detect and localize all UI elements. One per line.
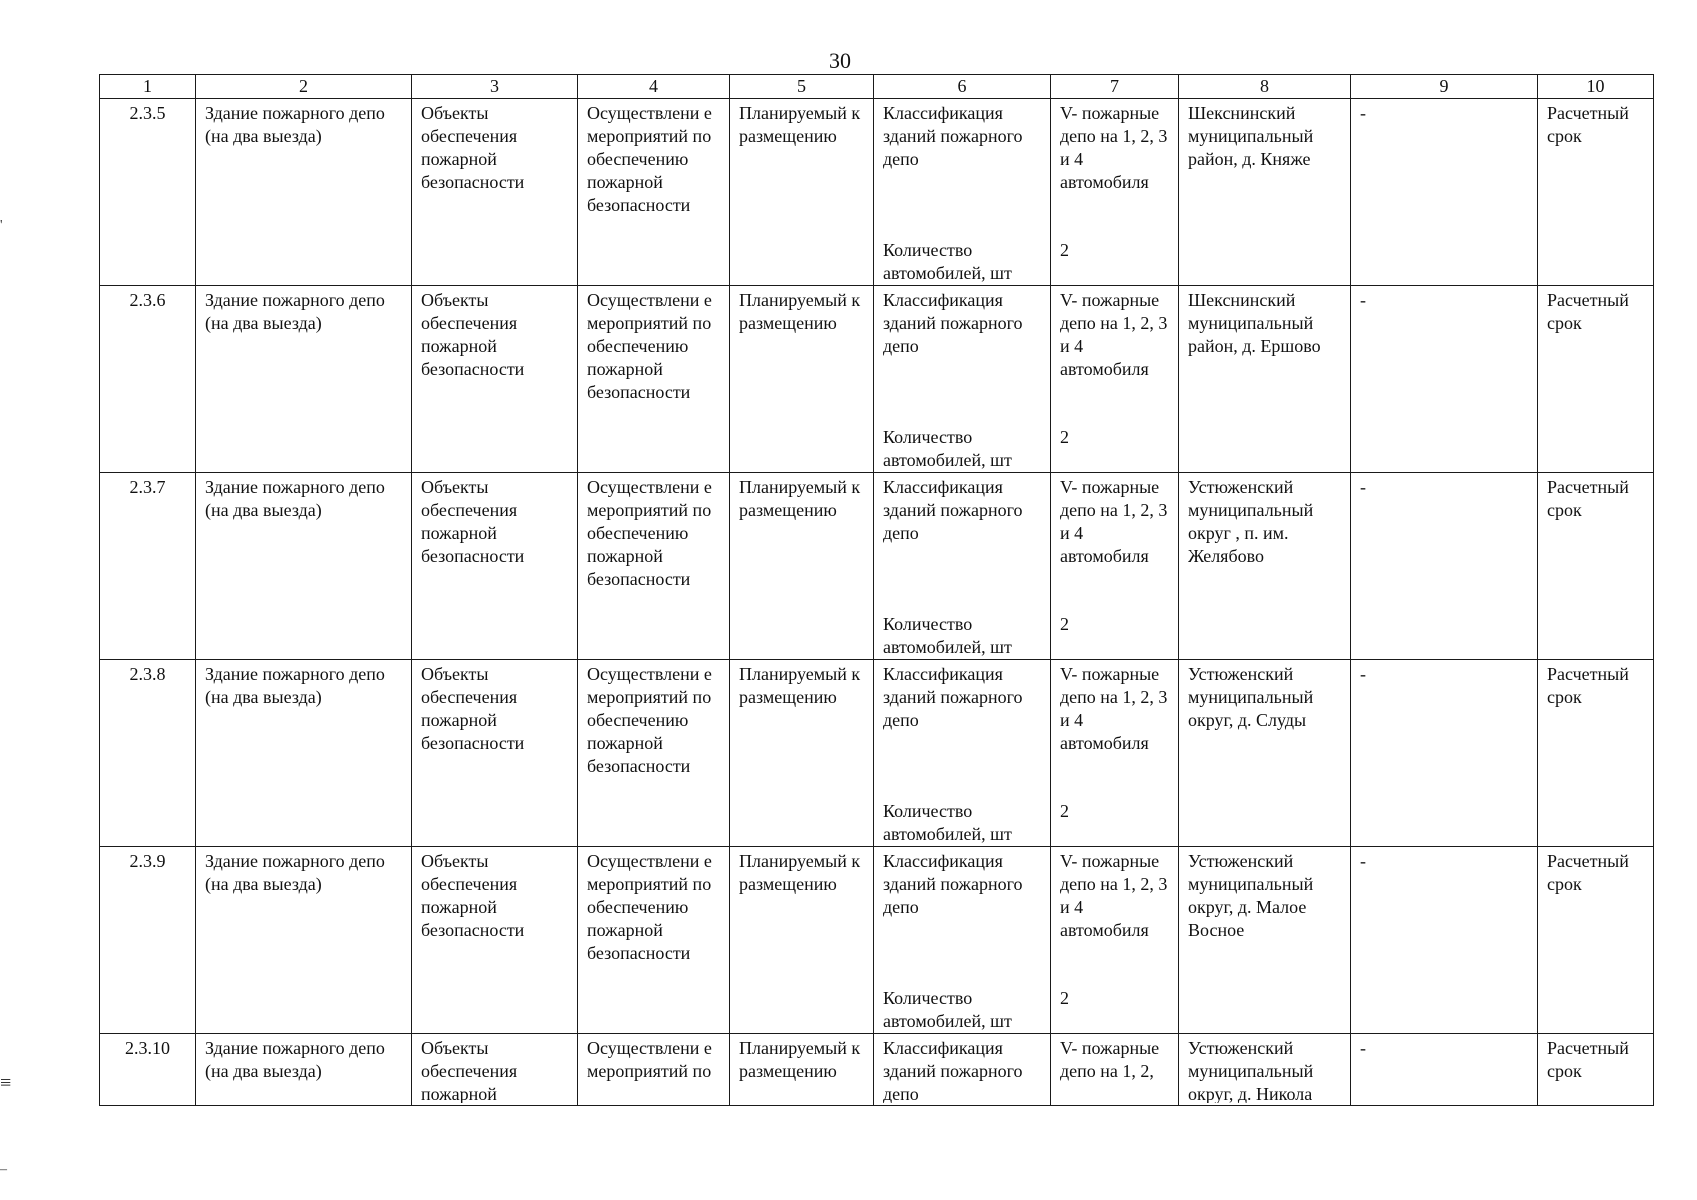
margin-mark: ' <box>0 218 3 233</box>
column-header: 4 <box>578 75 730 99</box>
column-header: 10 <box>1538 75 1654 99</box>
value-class: V- пожарные депо на 1, 2, <box>1060 1038 1160 1081</box>
param-count: Количество автомобилей, шт <box>883 614 1012 657</box>
object-category: Объекты обеспечения пожарной безопасности <box>421 477 525 566</box>
value-count: 2 <box>1060 427 1069 447</box>
object-term: Расчетный срок <box>1547 851 1629 894</box>
object-purpose: Осуществлени е мероприятий по <box>587 1038 712 1081</box>
object-status: Планируемый к размещению <box>739 103 861 146</box>
value-class: V- пожарные депо на 1, 2, 3 и 4 автомобиля <box>1060 477 1168 566</box>
table-row <box>100 99 1654 286</box>
object-status: Планируемый к размещению <box>739 851 861 894</box>
object-category: Объекты обеспечения пожарной <box>421 1038 518 1103</box>
object-name: Здание пожарного депо (на два выезда) <box>205 477 385 520</box>
table-row <box>100 847 1654 1034</box>
object-purpose: Осуществлени е мероприятий по обеспечению пожарной безопасности <box>587 477 712 589</box>
value-class: V- пожарные депо на 1, 2, 3 и 4 автомобиля <box>1060 290 1168 379</box>
object-status: Планируемый к размещению <box>739 477 861 520</box>
row-id: 2.3.9 <box>129 851 166 871</box>
object-category: Объекты обеспечения пожарной безопасности <box>421 851 525 940</box>
object-location: Устюженский муниципальный округ, д. Никола <box>1188 1038 1314 1103</box>
object-location: Устюженский муниципальный округ , п. им. Желябово <box>1188 477 1314 566</box>
object-zone: - <box>1360 290 1366 310</box>
object-category: Объекты обеспечения пожарной безопасности <box>421 103 525 192</box>
object-purpose: Осуществлени е мероприятий по обеспечению пожарной безопасности <box>587 290 712 402</box>
margin-mark: ≡ <box>0 1072 12 1094</box>
column-header: 8 <box>1179 75 1351 99</box>
row-id: 2.3.7 <box>129 477 166 497</box>
row-id: 2.3.10 <box>125 1038 170 1058</box>
object-table <box>99 74 1654 1106</box>
param-class: Классификация зданий пожарного депо <box>883 664 1023 730</box>
param-count: Количество автомобилей, шт <box>883 988 1012 1031</box>
value-count: 2 <box>1060 614 1069 634</box>
row-id: 2.3.6 <box>129 290 166 310</box>
column-header: 6 <box>874 75 1051 99</box>
object-zone: - <box>1360 477 1366 497</box>
page-number: 30 <box>829 48 851 73</box>
object-name: Здание пожарного депо (на два выезда) <box>205 851 385 894</box>
object-purpose: Осуществлени е мероприятий по обеспечению пожарной безопасности <box>587 103 712 215</box>
value-class: V- пожарные депо на 1, 2, 3 и 4 автомобиля <box>1060 664 1168 753</box>
object-name: Здание пожарного депо (на два выезда) <box>205 103 385 146</box>
value-count: 2 <box>1060 988 1069 1008</box>
table-row <box>100 660 1654 847</box>
object-zone: - <box>1360 851 1366 871</box>
object-status: Планируемый к размещению <box>739 290 861 333</box>
object-purpose: Осуществлени е мероприятий по обеспечению пожарной безопасности <box>587 851 712 963</box>
value-class: V- пожарные депо на 1, 2, 3 и 4 автомобиля <box>1060 103 1168 192</box>
object-zone: - <box>1360 664 1366 684</box>
column-header: 9 <box>1351 75 1538 99</box>
object-name: Здание пожарного депо (на два выезда) <box>205 1038 385 1081</box>
object-name: Здание пожарного депо (на два выезда) <box>205 290 385 333</box>
object-location: Шекснинский муниципальный район, д. Княже <box>1188 103 1314 169</box>
param-class: Классификация зданий пожарного депо <box>883 851 1023 917</box>
object-term: Расчетный срок <box>1547 103 1629 146</box>
margin-mark: – <box>0 1162 7 1177</box>
param-count: Количество автомобилей, шт <box>883 801 1012 844</box>
object-name: Здание пожарного депо (на два выезда) <box>205 664 385 707</box>
object-location: Шекснинский муниципальный район, д. Ершово <box>1188 290 1321 356</box>
object-status: Планируемый к размещению <box>739 664 861 707</box>
value-count: 2 <box>1060 801 1069 821</box>
object-category: Объекты обеспечения пожарной безопасности <box>421 664 525 753</box>
object-location: Устюженский муниципальный округ, д. Слуды <box>1188 664 1314 730</box>
param-count: Количество автомобилей, шт <box>883 240 1012 283</box>
column-header: 7 <box>1051 75 1179 99</box>
object-term: Расчетный срок <box>1547 477 1629 520</box>
object-term: Расчетный срок <box>1547 1038 1629 1081</box>
object-category: Объекты обеспечения пожарной безопасности <box>421 290 525 379</box>
value-count: 2 <box>1060 240 1069 260</box>
object-term: Расчетный срок <box>1547 664 1629 707</box>
table-row <box>100 473 1654 660</box>
table-row <box>100 1034 1654 1106</box>
object-term: Расчетный срок <box>1547 290 1629 333</box>
object-status: Планируемый к размещению <box>739 1038 861 1081</box>
column-header: 2 <box>196 75 412 99</box>
object-zone: - <box>1360 103 1366 123</box>
param-class: Классификация зданий пожарного депо <box>883 290 1023 356</box>
row-id: 2.3.5 <box>129 103 166 123</box>
param-class: Классификация зданий пожарного депо <box>883 477 1023 543</box>
row-id: 2.3.8 <box>129 664 166 684</box>
column-header: 3 <box>412 75 578 99</box>
object-zone: - <box>1360 1038 1366 1058</box>
column-number-row <box>100 75 1654 99</box>
column-header: 5 <box>730 75 874 99</box>
param-count: Количество автомобилей, шт <box>883 427 1012 470</box>
param-class: Классификация зданий пожарного депо <box>883 1038 1023 1103</box>
object-location: Устюженский муниципальный округ, д. Малое Восное <box>1188 851 1314 940</box>
param-class: Классификация зданий пожарного депо <box>883 103 1023 169</box>
column-header: 1 <box>100 75 196 99</box>
table-row <box>100 286 1654 473</box>
value-class: V- пожарные депо на 1, 2, 3 и 4 автомобиля <box>1060 851 1168 940</box>
object-purpose: Осуществлени е мероприятий по обеспечению пожарной безопасности <box>587 664 712 776</box>
